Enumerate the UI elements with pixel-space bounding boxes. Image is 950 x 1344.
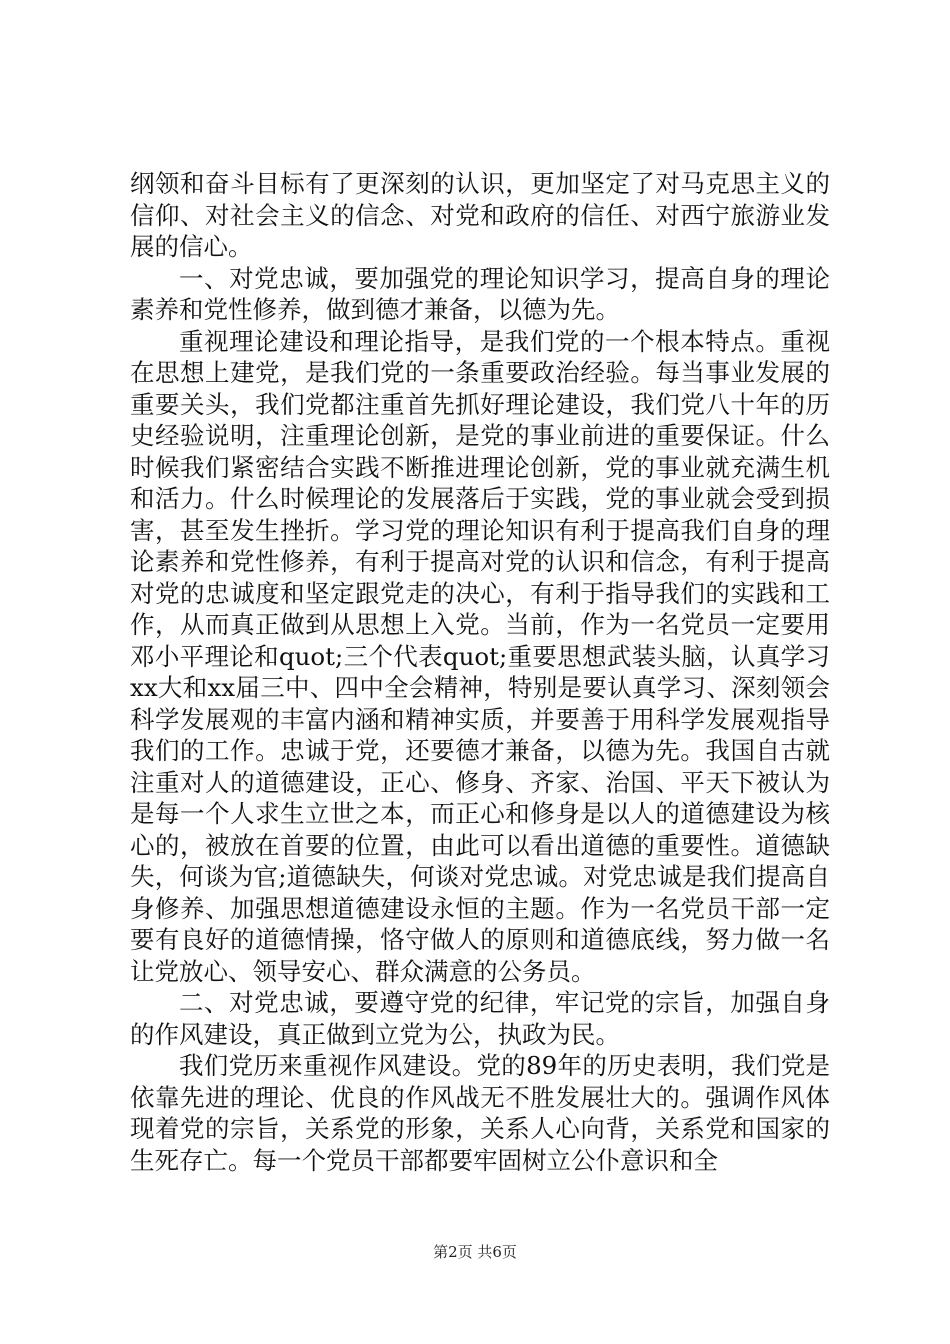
paragraph-style: 我们党历来重视作风建设。党的89年的历史表明，我们党是依靠先进的理论、优良的作风战无不胜发展壮大的。强调作风体现着党的宗旨，关系党的形象，关系人心向背，关系党和国家的生死存亡。每一个党员干部都要牢固树立公仆意识和全 <box>130 1051 830 1175</box>
page-number-footer: 第2页 共6页 <box>433 1243 517 1261</box>
paragraph-continuation: 纲领和奋斗目标有了更深刻的认识，更加坚定了对马克思主义的信仰、对社会主义的信念、对党和政府的信任、对西宁旅游业发展的信心。 <box>130 169 830 261</box>
paragraph-theory: 重视理论建设和理论指导，是我们党的一个根本特点。重视在思想上建党，是我们党的一条重要政治经验。每当事业发展的重要关头，我们党都注重首先抓好理论建设，我们党八十年的历史经验说明，注重理论创新，是党的事业前进的重要保证。什么时候我们紧密结合实践不断推进理论创新，党的事业就充满生机和活力。什么时候理论的发展落后于实践，党的事业就会受到损害，甚至发生挫折。学习党的理论知识有利于提高我们自身的理论素养和党性修养，有利于提高对党的认识和信念，有利于提高对党的忠诚度和坚定跟党走的决心，有利于指导我们的实践和工作，从而真正做到从思想上入党。当前，作为一名党员一定要用邓小平理论和quot;三个代表quot;重要思想武装头脑，认真学习xx大和xx届三中、四中全会精神，特别是要认真学习、深刻领会科学发展观的丰富内涵和精神实质，并要善于用科学发展观指导我们的工作。忠诚于党，还要德才兼备，以德为先。我国自古就注重对人的道德建设，正心、修身、齐家、治国、平天下被认为是每一个人求生立世之本，而正心和修身是以人的道德建设为核心的，被放在首要的位置，由此可以看出道德的重要性。道德缺失，何谈为官;道德缺失，何谈对党忠诚。对党忠诚是我们提高自身修养、加强思想道德建设永恒的主题。作为一名党员干部一定要有良好的道德情操，恪守做人的原则和道德底线，努力做一名让党放心、领导安心、群众满意的公务员。 <box>130 326 830 986</box>
section-heading-two: 二、对党忠诚，要遵守党的纪律，牢记党的宗旨，加强自身的作风建设，真正做到立党为公，执政为民。 <box>130 988 830 1049</box>
document-body <box>130 168 830 1176</box>
section-heading-one: 一、对党忠诚，要加强党的理论知识学习，提高自身的理论素养和党性修养，做到德才兼备，以德为先。 <box>130 263 830 324</box>
